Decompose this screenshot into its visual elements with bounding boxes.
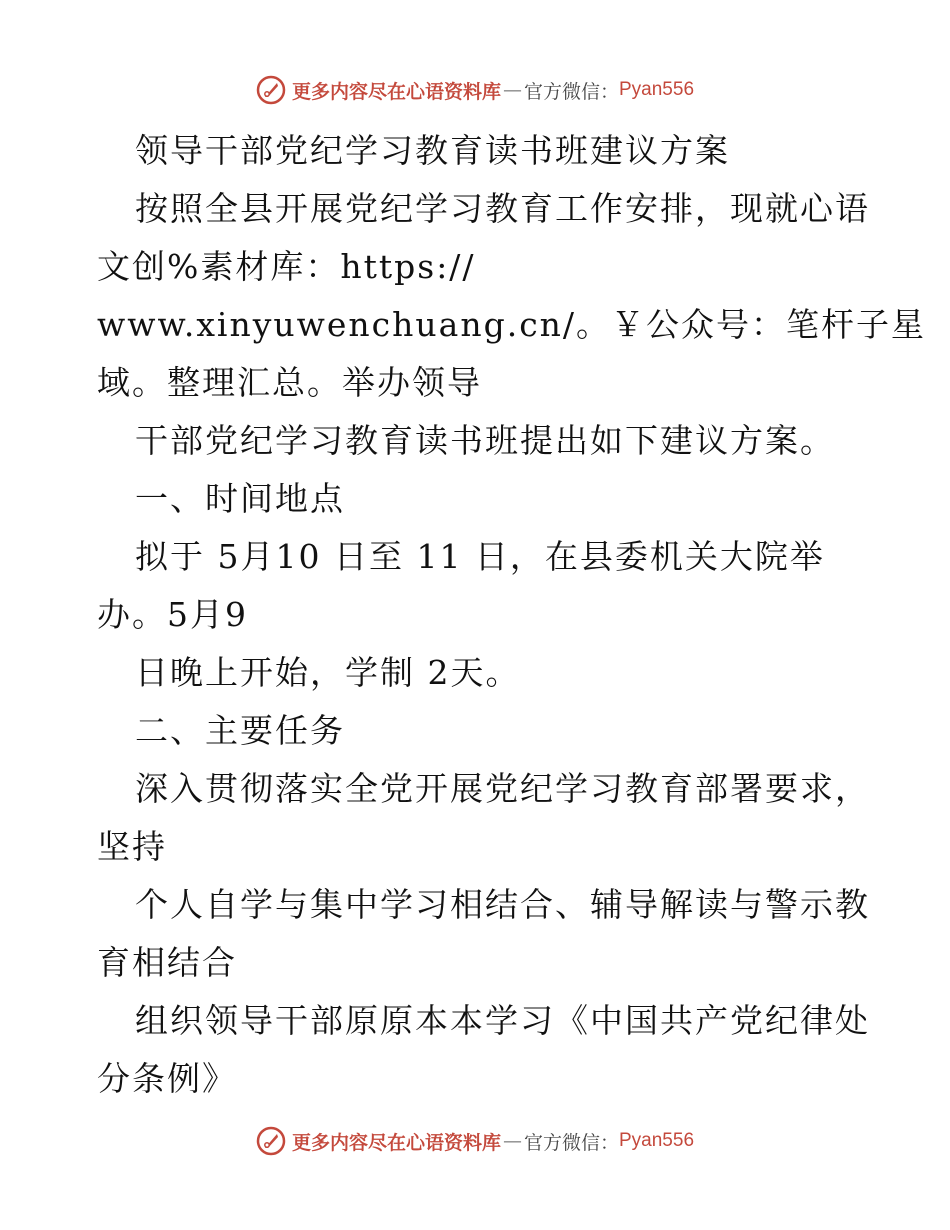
banner-main-text: 更多内容尽在心语资料库 [291,80,501,103]
paragraph-line: 深入贯彻落实全党开展党纪学习教育部署要求， [135,769,870,808]
section-heading: 二、主要任务 [135,711,345,750]
paragraph-line: 拟于 5月10 日至 11 日，在县委机关大院举 [135,537,825,576]
banner-wechat-id: Pyan556 [619,1130,695,1151]
banner-separator: — [502,1130,522,1152]
paragraph-line: 坚持 [97,827,167,866]
footer-banner [0,1121,950,1161]
document-title: 领导干部党纪学习教育读书班建议方案 [135,131,730,170]
quill-logo-icon [256,1126,286,1156]
paragraph-line: 按照全县开展党纪学习教育工作安排，现就心语 [135,189,870,228]
document-body [97,122,927,1108]
header-banner [0,70,950,110]
banner-separator: — [502,79,522,101]
paragraph-line: 育相结合 [97,943,237,982]
paragraph-line: 日晚上开始，学制 2天。 [135,653,521,692]
paragraph-line: 文创%素材库：https:// [97,247,476,286]
paragraph-line: 组织领导干部原原本本学习《中国共产党纪律处 [135,1001,870,1040]
quill-logo-icon [256,75,286,105]
banner-wechat-label: 官方微信： [523,80,619,103]
banner-wechat-id: Pyan556 [619,79,695,100]
paragraph-line: 办。5月9 [97,595,248,634]
banner-wechat-label: 官方微信： [523,1131,619,1154]
paragraph-line: 干部党纪学习教育读书班提出如下建议方案。 [135,421,835,460]
paragraph-line: www.xinyuwenchuang.cn/。￥公众号：笔杆子星 [97,305,927,344]
section-heading: 一、时间地点 [135,479,345,518]
banner-main-text: 更多内容尽在心语资料库 [291,1131,501,1154]
paragraph-line: 分条例》 [97,1059,237,1098]
paragraph-line: 个人自学与集中学习相结合、辅导解读与警示教 [135,885,870,924]
paragraph-line: 域。整理汇总。举办领导 [97,363,482,402]
